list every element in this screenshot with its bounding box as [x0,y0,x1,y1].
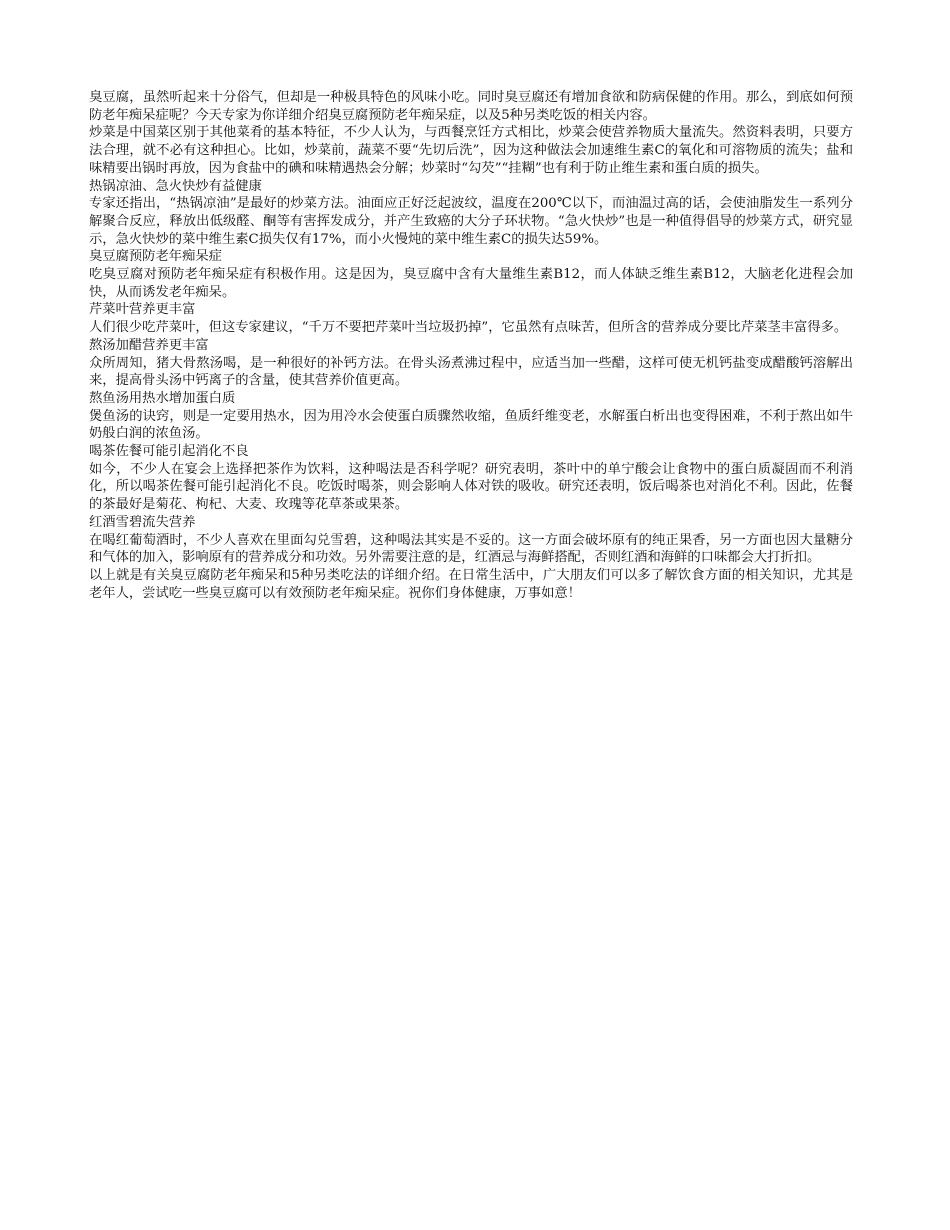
tea-with-meals-paragraph: 如今，不少人在宴会上选择把茶作为饮料，这种喝法是否科学呢？研究表明，茶叶中的单宁酸会让食物中的蛋白质凝固而不利消化，所以喝茶佐餐可能引起消化不良。吃饭时喝茶，则会影响人体对铁的吸收。研究还表明，饭后喝茶也对消化不利。因此，佐餐的茶最好是菊花、枸杞、大麦、玫瑰等花草茶或果茶。 [89,461,853,513]
section-heading-celery-leaves: 芹菜叶营养更丰富 [89,302,196,318]
section-heading-stinky-tofu: 臭豆腐预防老年痴呆症 [89,249,222,265]
section-heading-vinegar-soup: 熬汤加醋营养更丰富 [89,337,209,353]
section-heading-red-wine-sprite: 红酒雪碧流失营养 [89,514,196,530]
celery-leaves-paragraph: 人们很少吃芹菜叶，但这专家建议，“千万不要把芹菜叶当垃圾扔掉”，它虽然有点味苦，但所含的营养成分要比芹菜茎丰富得多。 [89,320,848,336]
fish-soup-paragraph: 煲鱼汤的诀窍，则是一定要用热水，因为用冷水会使蛋白质骤然收缩，鱼质纤维变老，水解蛋白析出也变得困难，不利于熬出如牛奶般白润的浓鱼汤。 [89,408,853,442]
vinegar-soup-paragraph: 众所周知，猪大骨熬汤喝，是一种很好的补钙方法。在骨头汤煮沸过程中，应适当加一些醋，这样可使无机钙盐变成醋酸钙溶解出来，提高骨头汤中钙离子的含量，使其营养价值更高。 [89,355,853,389]
section-heading-fish-soup: 熬鱼汤用热水增加蛋白质 [89,390,236,406]
red-wine-sprite-paragraph: 在喝红葡萄酒时，不少人喜欢在里面勾兑雪碧，这种喝法其实是不妥的。这一方面会破坏原有的纯正果香，另一方面也因大量糖分和气体的加入，影响原有的营养成分和功效。另外需要注意的是，红酒忌与海鲜搭配，否则红酒和海鲜的口味都会大打折扣。 [89,532,853,566]
section-heading-tea-with-meals: 喝茶佐餐可能引起消化不良 [89,444,249,460]
stir-fry-paragraph: 炒菜是中国菜区别于其他菜肴的基本特征，不少人认为，与西餐烹饪方式相比，炒菜会使营养物质大量流失。然资料表明，只要方法合理，就不必有这种担心。比如，炒菜前，蔬菜不要“先切后洗”，因为这种做法会加速维生素C的氧化和可溶物质的流失；盐和味精要出锅时再放，因为食盐中的碘和味精遇热会分解；炒菜时“勾芡”“挂糊”也有利于防止维生素和蛋白质的损失。 [89,125,853,176]
intro-paragraph: 臭豆腐，虽然听起来十分俗气，但却是一种极具特色的风味小吃。同时臭豆腐还有增加食欲和防病保健的作用。那么，到底如何预防老年痴呆症呢？今天专家为你详细介绍臭豆腐预防老年痴呆症，以及5种另类吃饭的相关内容。 [89,90,853,123]
document-body [89,89,853,602]
section-heading-hot-wok: 热锅凉油、急火快炒有益健康 [89,178,262,194]
closing-paragraph: 以上就是有关臭豆腐防老年痴呆和5种另类吃法的详细介绍。在日常生活中，广大朋友们可以多了解饮食方面的相关知识，尤其是老年人，尝试吃一些臭豆腐可以有效预防老年痴呆症。祝你们身体健康，万事如意！ [89,567,853,601]
hot-wok-paragraph: 专家还指出，“热锅凉油”是最好的炒菜方法。油面应正好泛起波纹，温度在200℃以下，而油温过高的话，会使油脂发生一系列分解聚合反应，释放出低级醛、酮等有害挥发成分，并产生致癌的大分子环状物。“急火快炒”也是一种值得倡导的炒菜方式，研究显示，急火快炒的菜中维生素C损失仅有17%，而小火慢炖的菜中维生素C的损失达59%。 [89,196,853,247]
stinky-tofu-paragraph: 吃臭豆腐对预防老年痴呆症有积极作用。这是因为，臭豆腐中含有大量维生素B12，而人体缺乏维生素B12，大脑老化进程会加快，从而诱发老年痴呆。 [89,267,853,300]
